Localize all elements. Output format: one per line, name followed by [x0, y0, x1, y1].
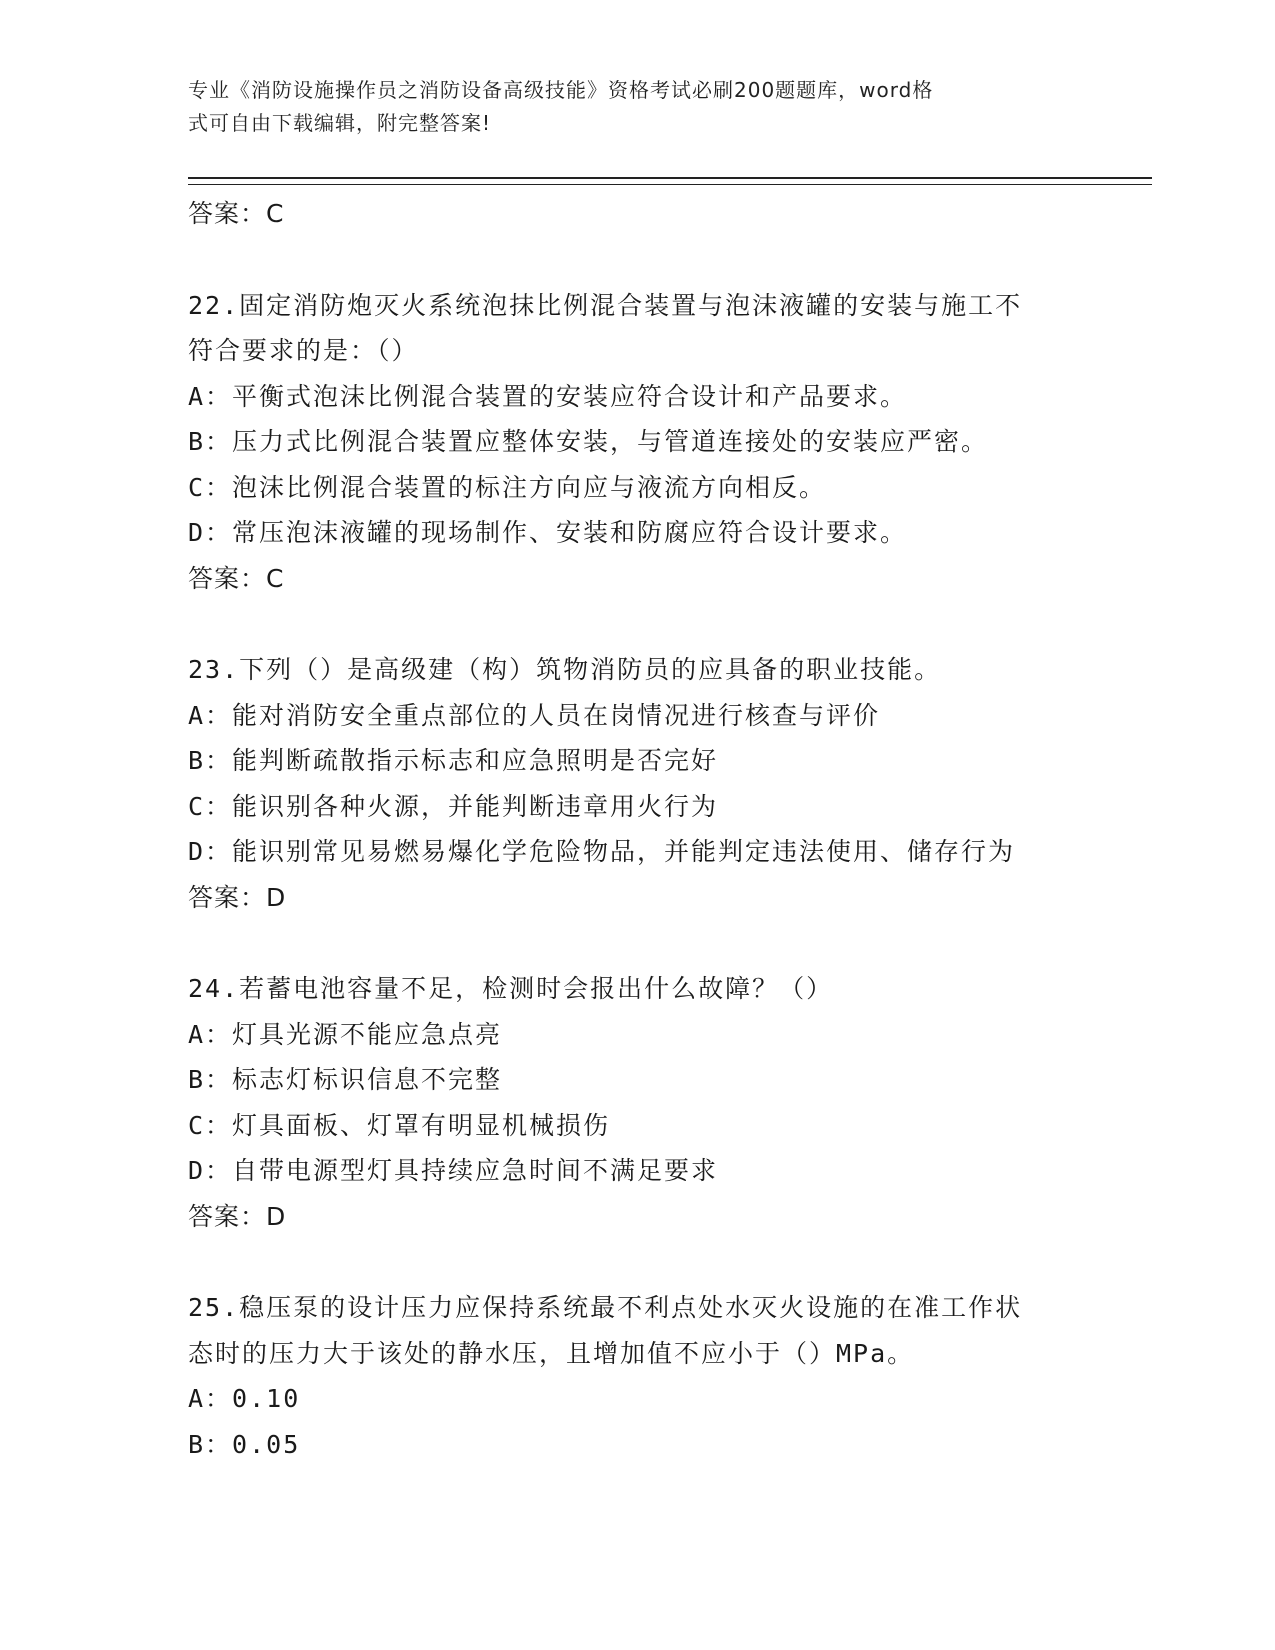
option-b: B：能判断疏散指示标志和应急照明是否完好 [188, 746, 719, 775]
question-23 [188, 647, 1108, 920]
answer: 答案：C [188, 563, 285, 593]
answer: 答案：D [188, 882, 287, 912]
question-stem: 22.固定消防炮灭火系统泡抹比例混合装置与泡沫液罐的安装与施工不 [188, 290, 1023, 320]
option-d: D：能识别常见易燃易爆化学危险物品，并能判定违法使用、储存行为 [188, 837, 1016, 866]
option-b: B：压力式比例混合装置应整体安装，与管道连接处的安装应严密。 [188, 427, 989, 456]
option-c: C：能识别各种火源，并能判断违章用火行为 [188, 791, 719, 821]
spacer [188, 601, 1108, 647]
option-c: C：泡沫比例混合装置的标注方向应与液流方向相反。 [188, 472, 827, 502]
option-a: A：平衡式泡沫比例混合装置的安装应符合设计和产品要求。 [188, 381, 908, 411]
option-d: D：常压泡沫液罐的现场制作、安装和防腐应符合设计要求。 [188, 518, 908, 547]
answer: 答案：D [188, 1201, 287, 1231]
question-stem-cont: 态时的压力大于该处的静水压，且增加值不应小于（）MPa。 [188, 1338, 915, 1368]
question-list [188, 191, 1108, 1467]
option-a: A：0.10 [188, 1384, 301, 1413]
question-24 [188, 966, 1108, 1239]
question-22 [188, 283, 1108, 602]
question-stem: 24.若蓄电池容量不足，检测时会报出什么故障？（） [188, 974, 834, 1003]
document-header [188, 74, 1088, 140]
header-line-2: 式可自由下载编辑，附完整答案! [188, 111, 492, 135]
spacer [188, 920, 1108, 966]
spacer [188, 237, 1108, 283]
header-line-1: 专业《消防设施操作员之消防设备高级技能》资格考试必刷200题题库，word格 [188, 78, 934, 102]
header-rule-thick [188, 177, 1152, 179]
question-stem: 25.稳压泵的设计压力应保持系统最不利点处水灭火设施的在准工作状 [188, 1293, 1023, 1322]
option-b: B：标志灯标识信息不完整 [188, 1065, 503, 1094]
question-25 [188, 1285, 1108, 1467]
option-b: B：0.05 [188, 1429, 301, 1459]
option-c: C：灯具面板、灯罩有明显机械损伤 [188, 1110, 611, 1140]
question-stem-cont: 符合要求的是：（） [188, 336, 419, 365]
spacer [188, 1239, 1108, 1285]
header-rule-thin [188, 184, 1152, 185]
question-stem: 23.下列（）是高级建（构）筑物消防员的应具备的职业技能。 [188, 655, 942, 684]
option-a: A：灯具光源不能应急点亮 [188, 1019, 503, 1049]
option-a: A：能对消防安全重点部位的人员在岗情况进行核查与评价 [188, 700, 881, 730]
previous-answer: 答案：C [188, 199, 285, 228]
option-d: D：自带电源型灯具持续应急时间不满足要求 [188, 1156, 719, 1185]
